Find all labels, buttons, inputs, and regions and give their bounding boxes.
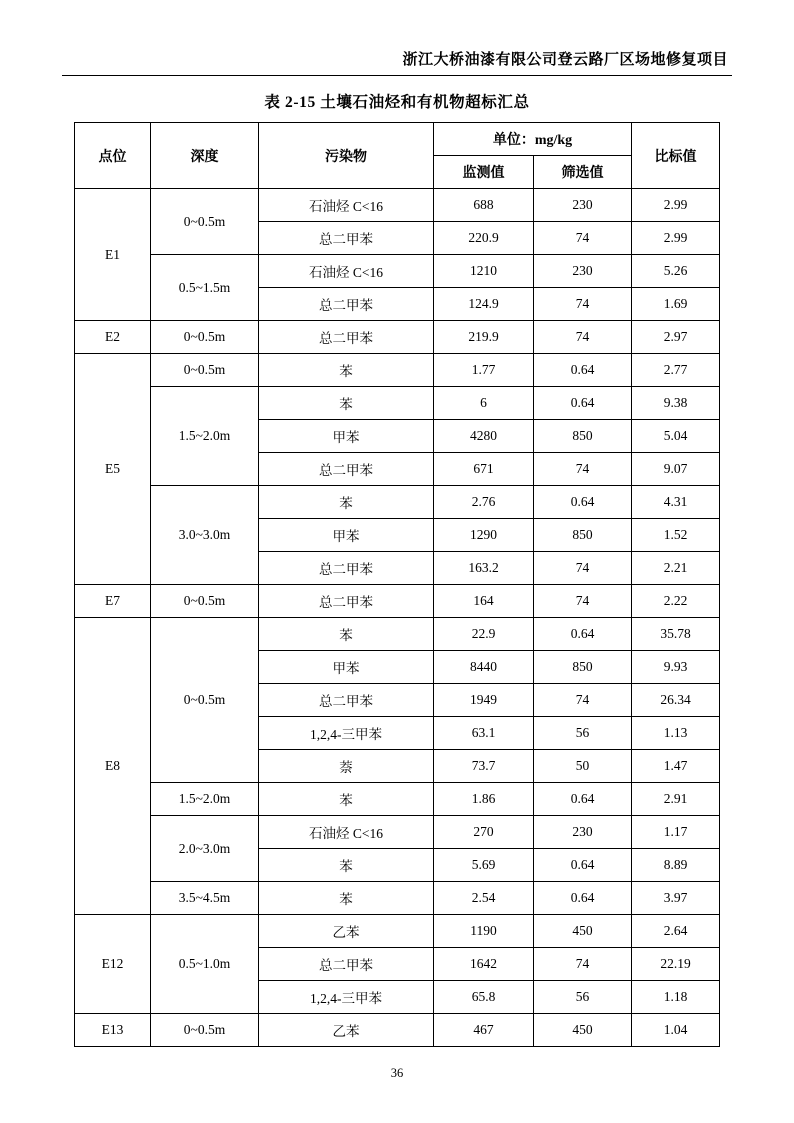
cell-monitored-value: 219.9 bbox=[434, 321, 534, 354]
table-header-row-1 bbox=[75, 123, 720, 156]
cell-monitored-value: 671 bbox=[434, 453, 534, 486]
cell-ratio-value: 3.97 bbox=[632, 882, 720, 915]
table-head bbox=[75, 123, 720, 189]
cell-screening-value: 0.64 bbox=[534, 354, 632, 387]
cell-depth: 1.5~2.0m bbox=[151, 387, 259, 486]
column-header-screening: 筛选值 bbox=[534, 156, 632, 189]
cell-depth: 0~0.5m bbox=[151, 1014, 259, 1047]
cell-pollutant: 甲苯 bbox=[259, 651, 434, 684]
cell-monitored-value: 1190 bbox=[434, 915, 534, 948]
cell-pollutant: 总二甲苯 bbox=[259, 321, 434, 354]
cell-screening-value: 0.64 bbox=[534, 387, 632, 420]
header-divider bbox=[62, 75, 732, 76]
cell-ratio-value: 2.21 bbox=[632, 552, 720, 585]
cell-ratio-value: 5.26 bbox=[632, 255, 720, 288]
cell-pollutant: 乙苯 bbox=[259, 1014, 434, 1047]
table-row bbox=[75, 1014, 720, 1047]
cell-pollutant: 总二甲苯 bbox=[259, 948, 434, 981]
cell-ratio-value: 9.93 bbox=[632, 651, 720, 684]
cell-screening-value: 850 bbox=[534, 651, 632, 684]
cell-ratio-value: 35.78 bbox=[632, 618, 720, 651]
cell-monitored-value: 2.54 bbox=[434, 882, 534, 915]
cell-screening-value: 450 bbox=[534, 1014, 632, 1047]
cell-screening-value: 74 bbox=[534, 585, 632, 618]
cell-point: E7 bbox=[75, 585, 151, 618]
cell-pollutant: 甲苯 bbox=[259, 519, 434, 552]
cell-monitored-value: 1.77 bbox=[434, 354, 534, 387]
cell-screening-value: 74 bbox=[534, 453, 632, 486]
cell-screening-value: 74 bbox=[534, 222, 632, 255]
cell-screening-value: 0.64 bbox=[534, 618, 632, 651]
cell-pollutant: 乙苯 bbox=[259, 915, 434, 948]
cell-pollutant: 苯 bbox=[259, 882, 434, 915]
table-row bbox=[75, 882, 720, 915]
cell-screening-value: 0.64 bbox=[534, 849, 632, 882]
cell-ratio-value: 5.04 bbox=[632, 420, 720, 453]
cell-pollutant: 石油烃 C<16 bbox=[259, 816, 434, 849]
cell-ratio-value: 2.77 bbox=[632, 354, 720, 387]
cell-ratio-value: 22.19 bbox=[632, 948, 720, 981]
cell-depth: 0.5~1.5m bbox=[151, 255, 259, 321]
cell-pollutant: 总二甲苯 bbox=[259, 684, 434, 717]
cell-monitored-value: 63.1 bbox=[434, 717, 534, 750]
cell-ratio-value: 1.17 bbox=[632, 816, 720, 849]
cell-screening-value: 230 bbox=[534, 816, 632, 849]
cell-monitored-value: 5.69 bbox=[434, 849, 534, 882]
column-header-pollutant: 污染物 bbox=[259, 123, 434, 189]
cell-point: E2 bbox=[75, 321, 151, 354]
table-row bbox=[75, 585, 720, 618]
cell-ratio-value: 1.04 bbox=[632, 1014, 720, 1047]
cell-pollutant: 萘 bbox=[259, 750, 434, 783]
cell-ratio-value: 2.97 bbox=[632, 321, 720, 354]
cell-monitored-value: 1290 bbox=[434, 519, 534, 552]
cell-ratio-value: 1.18 bbox=[632, 981, 720, 1014]
page-header: 浙江大桥油漆有限公司登云路厂区场地修复项目 bbox=[402, 52, 728, 68]
cell-monitored-value: 163.2 bbox=[434, 552, 534, 585]
cell-screening-value: 74 bbox=[534, 948, 632, 981]
table-row bbox=[75, 321, 720, 354]
cell-pollutant: 苯 bbox=[259, 354, 434, 387]
cell-pollutant: 1,2,4-三甲苯 bbox=[259, 717, 434, 750]
cell-monitored-value: 1210 bbox=[434, 255, 534, 288]
table-caption: 表 2-15 土壤石油烃和有机物超标汇总 bbox=[264, 94, 530, 111]
cell-pollutant: 苯 bbox=[259, 849, 434, 882]
cell-monitored-value: 2.76 bbox=[434, 486, 534, 519]
cell-monitored-value: 1.86 bbox=[434, 783, 534, 816]
cell-ratio-value: 2.91 bbox=[632, 783, 720, 816]
cell-pollutant: 石油烃 C<16 bbox=[259, 189, 434, 222]
cell-screening-value: 0.64 bbox=[534, 882, 632, 915]
cell-screening-value: 74 bbox=[534, 288, 632, 321]
cell-monitored-value: 164 bbox=[434, 585, 534, 618]
cell-point: E8 bbox=[75, 618, 151, 915]
cell-pollutant: 石油烃 C<16 bbox=[259, 255, 434, 288]
cell-pollutant: 苯 bbox=[259, 486, 434, 519]
table-row bbox=[75, 255, 720, 288]
cell-point: E13 bbox=[75, 1014, 151, 1047]
cell-depth: 0~0.5m bbox=[151, 354, 259, 387]
table-row bbox=[75, 783, 720, 816]
cell-monitored-value: 22.9 bbox=[434, 618, 534, 651]
column-header-depth: 深度 bbox=[151, 123, 259, 189]
cell-ratio-value: 1.13 bbox=[632, 717, 720, 750]
cell-depth: 0.5~1.0m bbox=[151, 915, 259, 1014]
table-row bbox=[75, 618, 720, 651]
column-header-unit: 单位：mg/kg bbox=[434, 123, 632, 156]
table-row bbox=[75, 486, 720, 519]
table-row bbox=[75, 816, 720, 849]
cell-ratio-value: 26.34 bbox=[632, 684, 720, 717]
cell-monitored-value: 8440 bbox=[434, 651, 534, 684]
cell-monitored-value: 688 bbox=[434, 189, 534, 222]
cell-pollutant: 1,2,4-三甲苯 bbox=[259, 981, 434, 1014]
cell-monitored-value: 1949 bbox=[434, 684, 534, 717]
cell-point: E1 bbox=[75, 189, 151, 321]
cell-screening-value: 74 bbox=[534, 321, 632, 354]
table-body bbox=[75, 189, 720, 1047]
cell-pollutant: 苯 bbox=[259, 387, 434, 420]
cell-pollutant: 苯 bbox=[259, 618, 434, 651]
cell-pollutant: 苯 bbox=[259, 783, 434, 816]
cell-point: E5 bbox=[75, 354, 151, 585]
cell-ratio-value: 1.52 bbox=[632, 519, 720, 552]
cell-screening-value: 230 bbox=[534, 189, 632, 222]
page-number: 36 bbox=[390, 1066, 404, 1080]
cell-ratio-value: 8.89 bbox=[632, 849, 720, 882]
cell-screening-value: 74 bbox=[534, 552, 632, 585]
cell-screening-value: 0.64 bbox=[534, 486, 632, 519]
cell-ratio-value: 2.64 bbox=[632, 915, 720, 948]
cell-monitored-value: 65.8 bbox=[434, 981, 534, 1014]
cell-pollutant: 总二甲苯 bbox=[259, 585, 434, 618]
cell-depth: 3.5~4.5m bbox=[151, 882, 259, 915]
table-row bbox=[75, 354, 720, 387]
column-header-ratio: 比标值 bbox=[632, 123, 720, 189]
cell-monitored-value: 1642 bbox=[434, 948, 534, 981]
cell-depth: 1.5~2.0m bbox=[151, 783, 259, 816]
cell-pollutant: 甲苯 bbox=[259, 420, 434, 453]
cell-monitored-value: 6 bbox=[434, 387, 534, 420]
cell-ratio-value: 2.99 bbox=[632, 189, 720, 222]
cell-ratio-value: 2.99 bbox=[632, 222, 720, 255]
cell-depth: 3.0~3.0m bbox=[151, 486, 259, 585]
cell-screening-value: 50 bbox=[534, 750, 632, 783]
cell-ratio-value: 1.47 bbox=[632, 750, 720, 783]
cell-ratio-value: 9.07 bbox=[632, 453, 720, 486]
column-header-monitored: 监测值 bbox=[434, 156, 534, 189]
table-row bbox=[75, 915, 720, 948]
cell-point: E12 bbox=[75, 915, 151, 1014]
soil-contaminant-table bbox=[74, 122, 720, 1047]
cell-depth: 2.0~3.0m bbox=[151, 816, 259, 882]
cell-pollutant: 总二甲苯 bbox=[259, 288, 434, 321]
cell-pollutant: 总二甲苯 bbox=[259, 552, 434, 585]
cell-monitored-value: 124.9 bbox=[434, 288, 534, 321]
cell-depth: 0~0.5m bbox=[151, 321, 259, 354]
cell-depth: 0~0.5m bbox=[151, 618, 259, 783]
cell-screening-value: 850 bbox=[534, 420, 632, 453]
cell-screening-value: 230 bbox=[534, 255, 632, 288]
cell-screening-value: 74 bbox=[534, 684, 632, 717]
cell-monitored-value: 73.7 bbox=[434, 750, 534, 783]
cell-monitored-value: 4280 bbox=[434, 420, 534, 453]
table-row bbox=[75, 189, 720, 222]
cell-ratio-value: 9.38 bbox=[632, 387, 720, 420]
cell-depth: 0~0.5m bbox=[151, 189, 259, 255]
column-header-point: 点位 bbox=[75, 123, 151, 189]
cell-ratio-value: 4.31 bbox=[632, 486, 720, 519]
cell-monitored-value: 467 bbox=[434, 1014, 534, 1047]
cell-monitored-value: 220.9 bbox=[434, 222, 534, 255]
cell-pollutant: 总二甲苯 bbox=[259, 222, 434, 255]
cell-screening-value: 850 bbox=[534, 519, 632, 552]
cell-ratio-value: 2.22 bbox=[632, 585, 720, 618]
cell-screening-value: 56 bbox=[534, 981, 632, 1014]
cell-screening-value: 450 bbox=[534, 915, 632, 948]
cell-ratio-value: 1.69 bbox=[632, 288, 720, 321]
cell-screening-value: 0.64 bbox=[534, 783, 632, 816]
cell-pollutant: 总二甲苯 bbox=[259, 453, 434, 486]
cell-screening-value: 56 bbox=[534, 717, 632, 750]
cell-depth: 0~0.5m bbox=[151, 585, 259, 618]
cell-monitored-value: 270 bbox=[434, 816, 534, 849]
table-row bbox=[75, 387, 720, 420]
